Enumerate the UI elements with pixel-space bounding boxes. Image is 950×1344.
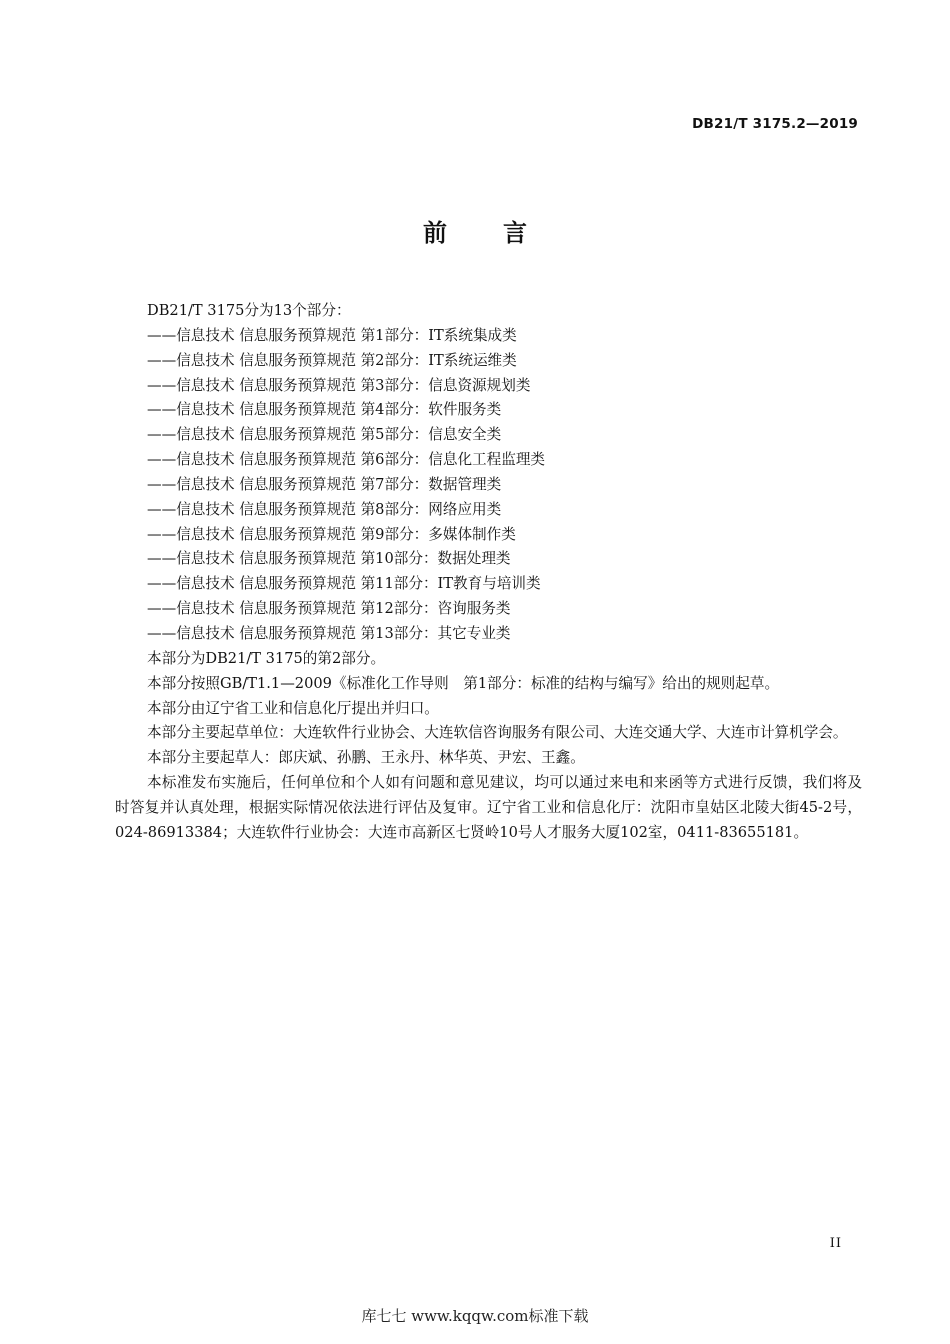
paragraph: 本部分为DB21/T 3175的第2部分。 xyxy=(147,649,386,667)
part-item: ——信息技术 信息服务预算规范 第11部分：IT教育与培训类 xyxy=(147,575,541,593)
part-item: ——信息技术 信息服务预算规范 第3部分：信息资源规划类 xyxy=(147,376,531,394)
part-item: ——信息技术 信息服务预算规范 第12部分：咨询服务类 xyxy=(147,600,511,618)
paragraph: 本部分主要起草人：郎庆斌、孙鹏、王永丹、林华英、尹宏、王鑫。 xyxy=(147,749,585,767)
part-item: ——信息技术 信息服务预算规范 第9部分：多媒体制作类 xyxy=(147,525,516,543)
part-item: ——信息技术 信息服务预算规范 第5部分：信息安全类 xyxy=(147,426,502,444)
part-item: ——信息技术 信息服务预算规范 第2部分：IT系统运维类 xyxy=(147,351,517,369)
part-item: ——信息技术 信息服务预算规范 第10部分：数据处理类 xyxy=(147,550,511,568)
intro-line: DB21/T 3175分为13个部分： xyxy=(147,302,351,319)
part-item: ——信息技术 信息服务预算规范 第8部分：网络应用类 xyxy=(147,500,502,518)
paragraph: 本部分按照GB/T1.1—2009《标准化工作导则 第1部分：标准的结构与编写》给出的规则起草。 xyxy=(147,674,780,692)
foreword-body xyxy=(115,299,862,846)
document-code: DB21/T 3175.2—2019 xyxy=(692,116,858,132)
part-item: ——信息技术 信息服务预算规范 第13部分：其它专业类 xyxy=(147,624,511,642)
part-item: ——信息技术 信息服务预算规范 第7部分：数据管理类 xyxy=(147,475,502,493)
watermark-text: 库七七 www.kqqw.com标准下载 xyxy=(361,1307,589,1325)
page-title: 前言 xyxy=(423,219,583,247)
part-item: ——信息技术 信息服务预算规范 第6部分：信息化工程监理类 xyxy=(147,451,546,469)
page-number: II xyxy=(829,1236,842,1251)
part-item: ——信息技术 信息服务预算规范 第4部分：软件服务类 xyxy=(147,401,502,419)
paragraph: 本部分由辽宁省工业和信息化厅提出并归口。 xyxy=(147,699,439,717)
paragraph: 本标准发布实施后，任何单位和个人如有问题和意见建议，均可以通过来电和来函等方式进行反馈，我们将及时答复并认真处理，根据实际情况依法进行评估及复审。辽宁省工业和信息化厅：沈阳市皇姑区北陵大街45-2号，024-86913384；大连软件行业协会：大连市高新区七贤岭10号人才服务大厦102室，0411-83655181。 xyxy=(115,774,862,841)
part-item: ——信息技术 信息服务预算规范 第1部分：IT系统集成类 xyxy=(147,326,517,344)
paragraph: 本部分主要起草单位：大连软件行业协会、大连软信咨询服务有限公司、大连交通大学、大连市计算机学会。 xyxy=(147,724,848,742)
